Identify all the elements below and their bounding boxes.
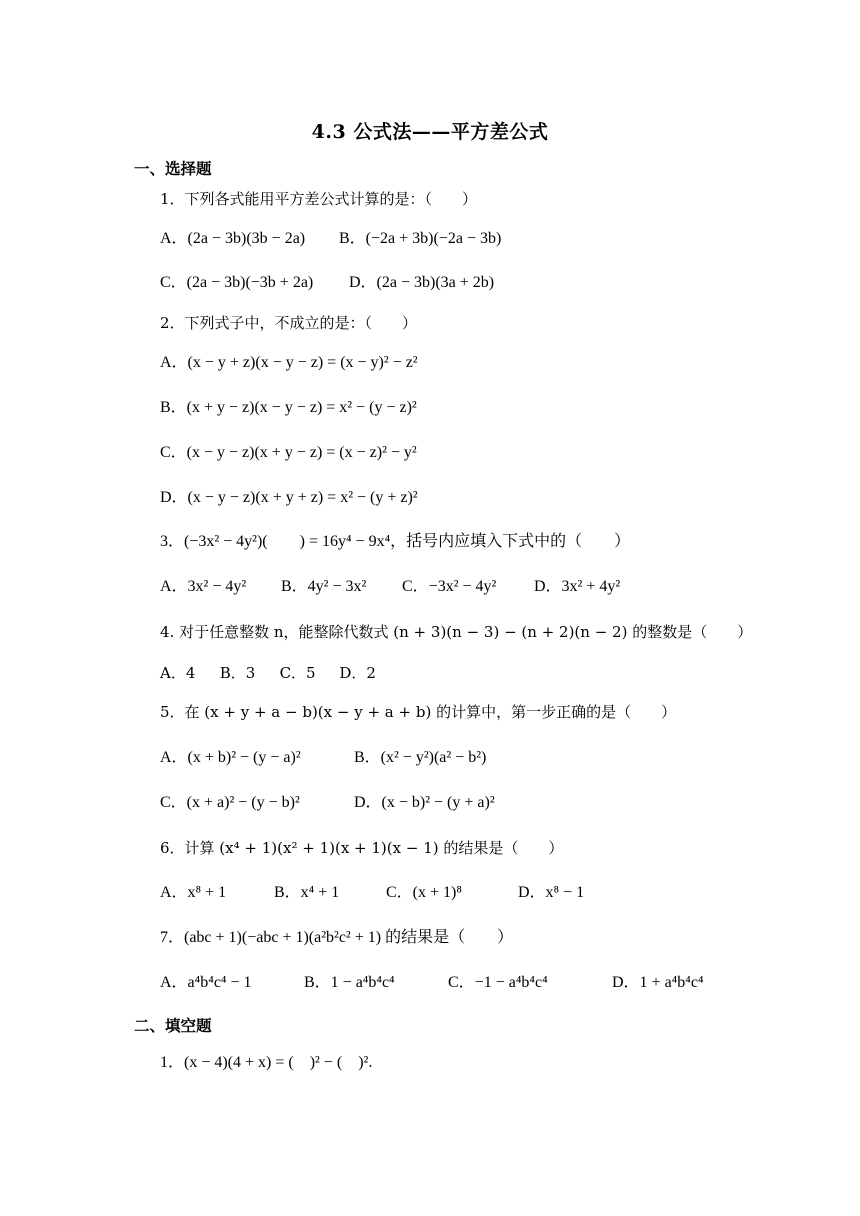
question-6-stem: 6．计算 (x⁴ + 1)(x² + 1)(x + 1)(x − 1) 的结果是（ ）: [160, 839, 564, 857]
question-1-option-c: C．(2a − 3b)(−3b + 2a): [160, 274, 314, 291]
question-3-option-c: C．−3x² − 4y²: [402, 578, 497, 595]
question-5-option-a: A．(x + b)² − (y − a)²: [160, 749, 301, 766]
question-5-option-b: B．(x² − y²)(a² − b²): [354, 749, 487, 766]
question-3-option-b: B．4y² − 3x²: [281, 578, 367, 595]
question-6-option-b: B．x⁴ + 1: [274, 884, 340, 901]
question-1-options-row-2: [160, 273, 494, 293]
page-title: 4.3 公式法——平方差公式: [311, 121, 549, 143]
question-3-option-a: A．3x² − 4y²: [160, 578, 247, 595]
question-3-option-d: D．3x² + 4y²: [534, 578, 621, 595]
question-4-option-c: C．5: [279, 664, 316, 682]
question-5-stem: 5．在 (x + y + a − b)(x − y + a + b) 的计算中，第一步正确的是（ ）: [160, 703, 677, 721]
question-4-option-a: A．4: [160, 664, 196, 682]
question-1-option-a: A．(2a − 3b)(3b − 2a): [160, 230, 306, 247]
question-7-option-d: D．1 + a⁴b⁴c⁴: [612, 974, 704, 991]
question-4-option-b: B．3: [219, 664, 256, 682]
question-4-option-d: D．2: [339, 664, 376, 682]
question-2-option-d: D．(x − y − z)(x + y + z) = x² − (y + z)²: [160, 489, 418, 506]
question-2-option-b: B．(x + y − z)(x − y − z) = x² − (y − z)²: [160, 399, 417, 416]
question-1-options-row-1: [160, 229, 501, 249]
question-7-option-c: C．−1 − a⁴b⁴c⁴: [448, 974, 548, 991]
question-6-option-d: D．x⁸ − 1: [518, 884, 585, 901]
section-heading-fill: 二、填空题: [134, 1016, 212, 1035]
question-5-options-row-1: [160, 748, 486, 768]
question-6-options: [160, 883, 584, 903]
question-7-option-b: B．1 − a⁴b⁴c⁴: [304, 974, 395, 991]
question-1-option-b: B．(−2a + 3b)(−2a − 3b): [339, 230, 502, 247]
question-2-option-c: C．(x − y − z)(x + y − z) = (x − z)² − y²: [160, 444, 417, 461]
question-4-options: [160, 663, 376, 683]
question-3-options: [160, 577, 620, 597]
question-2-option-a: A．(x − y + z)(x − y − z) = (x − y)² − z²: [160, 354, 418, 371]
question-6-option-a: A．x⁸ + 1: [160, 884, 227, 901]
question-6-option-c: C．(x + 1)⁸: [386, 884, 462, 901]
question-1-stem: 1．下列各式能用平方差公式计算的是：（ ）: [160, 190, 478, 208]
question-3-stem: 3．(−3x² − 4y²)( ) = 16y⁴ − 9x⁴，括号内应填入下式中的（ ）: [160, 533, 631, 550]
question-5-option-d: D．(x − b)² − (y + a)²: [354, 794, 495, 811]
question-7-option-a: A．a⁴b⁴c⁴ − 1: [160, 974, 252, 991]
section-heading-choice: 一、选择题: [134, 159, 212, 178]
question-4-stem: 4. 对于任意整数 n，能整除代数式 (n + 3)(n − 3) − (n + 2)(n − 2) 的整数是（ ）: [160, 623, 753, 641]
question-5-options-row-2: [160, 793, 495, 813]
question-1-option-d: D．(2a − 3b)(3a + 2b): [349, 274, 495, 291]
question-7-stem: 7．(abc + 1)(−abc + 1)(a²b²c² + 1) 的结果是（ ）: [160, 929, 514, 946]
question-7-options: [160, 973, 704, 993]
question-5-option-c: C．(x + a)² − (y − b)²: [160, 794, 300, 811]
fill-question-1: 1．(x − 4)(4 + x) = ( )² − ( )².: [160, 1054, 373, 1071]
question-2-stem: 2．下列式子中，不成立的是：（ ）: [160, 314, 418, 332]
